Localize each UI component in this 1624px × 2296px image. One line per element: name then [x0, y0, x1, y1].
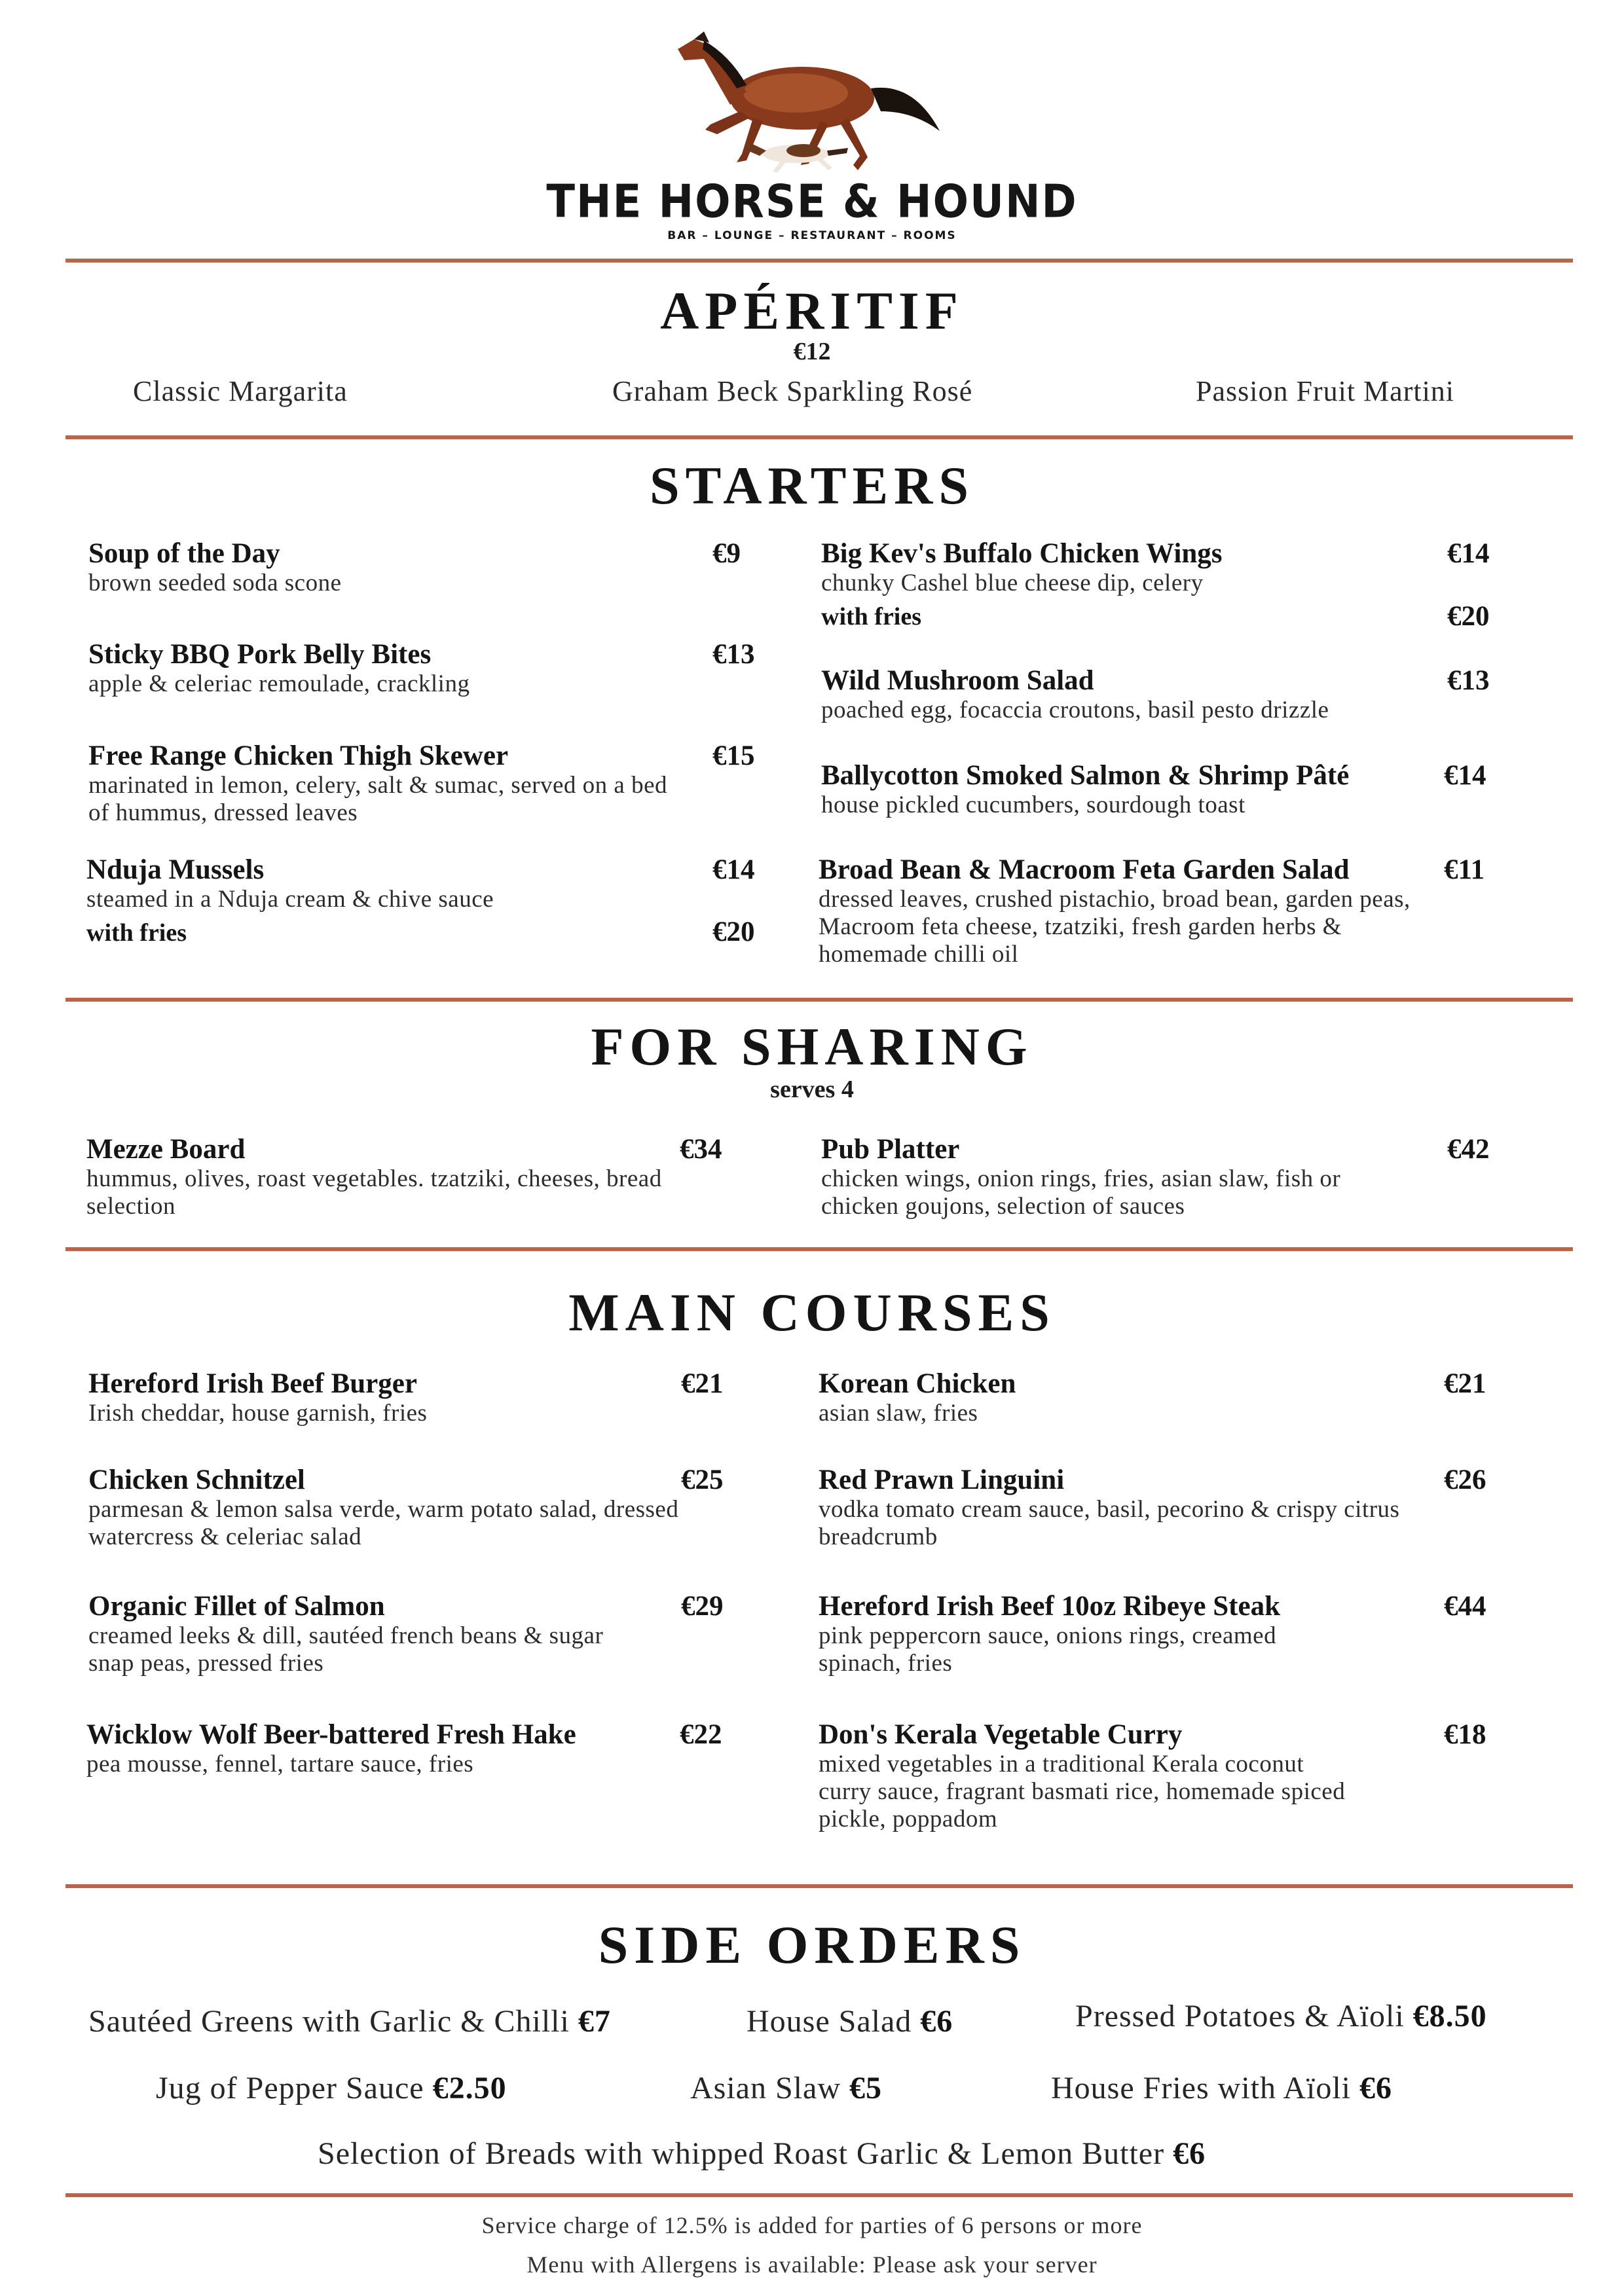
item-name: Free Range Chicken Thigh Skewer — [88, 740, 509, 771]
menu-item — [819, 854, 1421, 968]
item-description: parmesan & lemon salsa verde, warm potato salad, dressed watercress & celeriac salad — [88, 1496, 679, 1550]
divider — [65, 998, 1573, 1002]
item-description: Irish cheddar, house garnish, fries — [88, 1400, 428, 1427]
menu-item — [86, 854, 774, 949]
item-description: house pickled cucumbers, sourdough toast — [821, 792, 1246, 818]
side-price: €5 — [849, 2071, 882, 2105]
item-price: €11 — [1444, 854, 1485, 885]
side-item — [318, 2136, 1206, 2172]
item-name: Ballycotton Smoked Salmon & Shrimp Pâté — [821, 760, 1350, 791]
item-price: €13 — [712, 639, 755, 670]
item-description: steamed in a Nduja cream & chive sauce — [86, 886, 494, 913]
item-name: Korean Chicken — [819, 1368, 1016, 1399]
brand-name: THE HORSE & HOUND — [546, 176, 1078, 228]
item-name: Red Prawn Linguini — [819, 1465, 1065, 1495]
item-description: pink peppercorn sauce, onions rings, creamed spinach, fries — [819, 1622, 1277, 1677]
menu-item — [819, 1465, 1428, 1551]
menu-item — [86, 1134, 689, 1220]
item-description: poached egg, focaccia croutons, basil pesto drizzle — [821, 697, 1329, 723]
item-extra: with fries — [86, 919, 187, 947]
item-price: €9 — [712, 538, 741, 569]
side-name: House Salad — [747, 2004, 912, 2039]
item-extra-price: €20 — [712, 917, 755, 947]
item-description: marinated in lemon, celery, salt & sumac, served on a bed of hummus, dressed leaves — [88, 772, 667, 826]
sharing-subtitle: serves 4 — [770, 1076, 854, 1103]
item-description: apple & celeriac remoulade, crackling — [88, 670, 470, 697]
side-price: €6 — [1173, 2136, 1206, 2171]
service-charge-note: Service charge of 12.5% is added for parties of 6 persons or more — [481, 2212, 1143, 2238]
side-price: €6 — [1359, 2071, 1393, 2105]
side-item — [156, 2070, 507, 2106]
menu-item — [821, 1134, 1411, 1220]
item-name: Big Kev's Buffalo Chicken Wings — [821, 538, 1223, 569]
side-name: Pressed Potatoes & Aïoli — [1075, 1999, 1405, 2033]
divider — [65, 1884, 1573, 1888]
item-description: hummus, olives, roast vegetables. tzatziki, cheeses, bread selection — [86, 1165, 662, 1220]
side-price: €2.50 — [432, 2071, 507, 2105]
item-price: €13 — [1447, 665, 1490, 696]
item-name: Broad Bean & Macroom Feta Garden Salad — [819, 854, 1350, 885]
side-price: €7 — [578, 2004, 611, 2039]
aperitif-price: €12 — [793, 338, 831, 365]
item-name: Sticky BBQ Pork Belly Bites — [88, 639, 432, 670]
sharing-title: FOR SHARING — [591, 1017, 1033, 1076]
menu-item — [819, 1719, 1356, 1833]
menu-item — [86, 1719, 774, 1778]
menu-item — [88, 1465, 684, 1551]
divider — [65, 259, 1573, 263]
item-price: €44 — [1444, 1591, 1486, 1622]
menu-item — [88, 1368, 776, 1427]
item-price: €14 — [1444, 760, 1486, 791]
side-name: Selection of Breads with whipped Roast Garlic & Lemon Butter — [318, 2136, 1165, 2171]
item-price: €22 — [680, 1719, 722, 1750]
menu-item — [821, 760, 1509, 819]
item-price: €42 — [1447, 1134, 1490, 1165]
side-name: Asian Slaw — [690, 2071, 841, 2105]
side-name: House Fries with Aïoli — [1051, 2071, 1352, 2105]
item-description: pea mousse, fennel, tartare sauce, fries — [86, 1751, 474, 1777]
menu-item — [88, 1591, 612, 1677]
item-price: €21 — [1444, 1368, 1486, 1399]
side-item — [690, 2070, 882, 2106]
item-description: dressed leaves, crushed pistachio, broad bean, garden peas, Macroom feta cheese, tzatziki, fresh garden herbs & homemade chilli oil — [819, 886, 1411, 968]
mains-title: MAIN COURSES — [568, 1283, 1056, 1342]
item-name: Pub Platter — [821, 1134, 960, 1165]
item-name: Nduja Mussels — [86, 854, 265, 885]
item-description: asian slaw, fries — [819, 1400, 978, 1427]
item-price: €34 — [680, 1134, 722, 1165]
item-name: Wild Mushroom Salad — [821, 665, 1094, 696]
aperitif-drink: Graham Beck Sparkling Rosé — [612, 375, 973, 407]
item-name: Organic Fillet of Salmon — [88, 1591, 385, 1622]
item-description: chunky Cashel blue cheese dip, celery — [821, 570, 1204, 596]
sides-title: SIDE ORDERS — [598, 1915, 1026, 1975]
divider — [65, 435, 1573, 439]
side-price: €6 — [920, 2004, 953, 2039]
side-item — [88, 2003, 611, 2039]
item-name: Hereford Irish Beef Burger — [88, 1368, 417, 1399]
item-price: €15 — [712, 740, 755, 771]
side-item — [1051, 2070, 1392, 2106]
horse-and-hound-logo-image — [632, 20, 946, 177]
item-name: Mezze Board — [86, 1134, 246, 1165]
item-price: €14 — [712, 854, 755, 885]
item-name: Don's Kerala Vegetable Curry — [819, 1719, 1183, 1750]
menu-item — [819, 1591, 1290, 1677]
side-name: Sautéed Greens with Garlic & Chilli — [88, 2004, 570, 2039]
item-description: chicken wings, onion rings, fries, asian slaw, fish or chicken goujons, selection of sauces — [821, 1165, 1341, 1220]
item-price: €18 — [1444, 1719, 1486, 1750]
item-name: Soup of the Day — [88, 538, 280, 569]
item-name: Chicken Schnitzel — [88, 1465, 305, 1495]
menu-item — [88, 639, 776, 698]
divider — [65, 1247, 1573, 1251]
item-description: vodka tomato cream sauce, basil, pecorino & crispy citrus breadcrumb — [819, 1496, 1400, 1550]
menu-item — [819, 1368, 1506, 1427]
aperitif-drink: Passion Fruit Martini — [1196, 375, 1455, 407]
item-description: creamed leeks & dill, sautéed french beans & sugar snap peas, pressed fries — [88, 1622, 604, 1677]
item-price: €25 — [681, 1465, 724, 1495]
item-price: €26 — [1444, 1465, 1486, 1495]
item-price: €14 — [1447, 538, 1490, 569]
item-name: Hereford Irish Beef 10oz Ribeye Steak — [819, 1591, 1280, 1622]
starters-title: STARTERS — [650, 456, 974, 515]
menu-item — [821, 538, 1509, 632]
side-item — [1075, 1998, 1487, 2034]
menu-item — [88, 740, 678, 827]
item-description: mixed vegetables in a traditional Kerala coconut curry sauce, fragrant basmati rice, homemade spiced pickle, poppadom — [819, 1751, 1346, 1832]
menu-item — [88, 538, 776, 597]
divider — [65, 2193, 1573, 2197]
side-name: Jug of Pepper Sauce — [156, 2071, 424, 2105]
item-extra: with fries — [821, 603, 922, 630]
brand-tagline: BAR – LOUNGE – RESTAURANT – ROOMS — [667, 229, 957, 242]
item-description: brown seeded soda scone — [88, 570, 342, 596]
item-price: €21 — [681, 1368, 724, 1399]
menu-item — [821, 665, 1509, 724]
side-item — [747, 2003, 953, 2039]
aperitif-drink: Classic Margarita — [133, 375, 348, 407]
item-extra-price: €20 — [1447, 601, 1490, 632]
item-name: Wicklow Wolf Beer-battered Fresh Hake — [86, 1719, 576, 1750]
item-price: €29 — [681, 1591, 724, 1622]
aperitif-title: APÉRITIF — [660, 281, 964, 340]
side-price: €8.50 — [1412, 1999, 1487, 2033]
allergen-note: Menu with Allergens is available: Please ask your server — [526, 2251, 1098, 2278]
